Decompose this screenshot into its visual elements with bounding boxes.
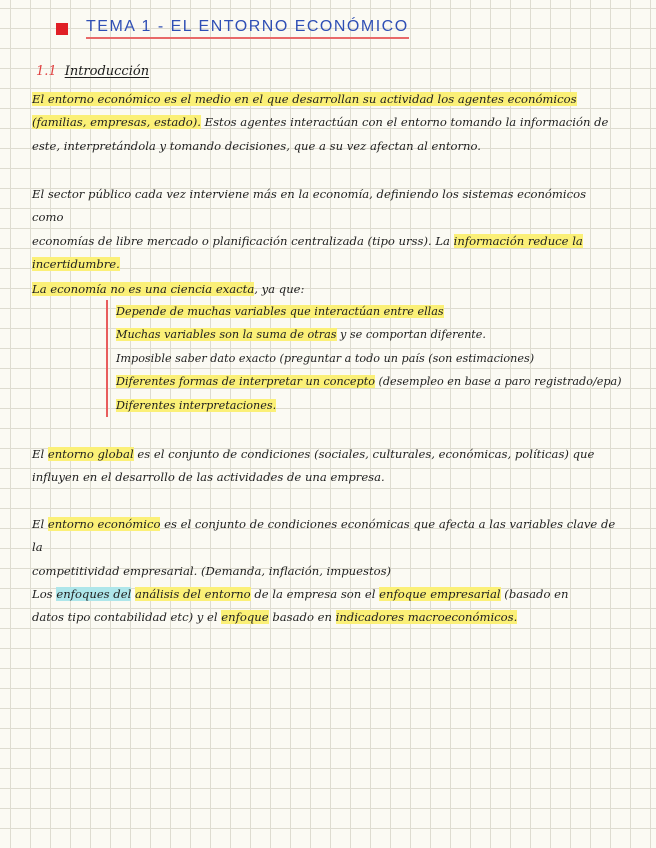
text-line <box>32 606 616 629</box>
page-title: TEMA 1 - EL ENTORNO ECONÓMICO <box>86 18 409 39</box>
highlight: entorno económico <box>47 517 161 531</box>
text-span: basado en <box>268 610 336 625</box>
highlight: análisis del entorno <box>135 587 251 601</box>
text-line: influyen en el desarrollo de las actividades de una empresa. <box>32 470 385 485</box>
text-span: datos tipo contabilidad etc) y el <box>32 610 222 625</box>
highlight: Diferentes interpretaciones. <box>116 398 277 412</box>
highlight: entorno global <box>47 447 134 461</box>
list-item <box>116 300 622 323</box>
list-item: Imposible saber dato exacto (preguntar a todo un país (son estimaciones) <box>116 351 535 365</box>
highlight: Depende de muchas variables que interactúan entre ellas <box>116 305 444 318</box>
text-line: este, interpretándola y tomando decisiones, que a su vez afectan al entorno. <box>32 138 481 153</box>
text-span: , ya que: <box>254 282 305 296</box>
text-span: (desempleo en base a paro registrado/epa) <box>374 375 622 389</box>
highlight: Diferentes formas de interpretar un concepto <box>116 375 375 389</box>
list-item <box>116 323 622 346</box>
text-span: El <box>32 447 48 461</box>
highlight: (familias, empresas, estado). <box>32 115 201 130</box>
paragraph-ciencia-exacta <box>32 278 616 301</box>
list-item <box>116 394 622 417</box>
highlight: Muchas variables son la suma de otras <box>116 328 337 342</box>
text-span: es el conjunto de condiciones económicas que afecta a las variables clave de la <box>32 517 616 555</box>
highlight: incertidumbre. <box>32 257 120 272</box>
section-number: 1.1 <box>36 64 57 79</box>
reasons-list <box>106 300 622 417</box>
text-span: (basado en <box>500 587 569 601</box>
text-line <box>32 278 616 301</box>
text-span: es el conjunto de condiciones (sociales, culturales, económicas, políticas) que <box>133 447 595 461</box>
paragraph-enfoques <box>32 583 616 630</box>
highlight: información reduce la <box>453 233 583 248</box>
text-span: de la empresa son el <box>250 587 380 601</box>
highlight: indicadores macroeconómicos. <box>335 610 518 625</box>
section-heading <box>36 64 149 79</box>
paragraph-entorno-global <box>32 443 616 490</box>
text-line: competitividad empresarial. (Demanda, inflación, impuestos) <box>32 563 392 578</box>
text-line <box>32 88 616 111</box>
text-line <box>32 513 616 560</box>
text-span: y se comportan diferente. <box>336 328 486 342</box>
red-square-bullet-icon <box>56 23 68 35</box>
text-span: Los <box>32 587 57 601</box>
text-line <box>32 253 616 276</box>
text-span: economías de libre mercado o planificación centralizada (tipo urss). La <box>32 233 454 248</box>
text-line <box>32 111 616 134</box>
highlight: enfoque empresarial <box>379 587 501 601</box>
paragraph-sector-publico <box>32 183 616 277</box>
text-span: los agentes económicos <box>437 92 577 106</box>
text-span: Estos agentes interactúan con el entorno tomando la información de <box>200 115 609 130</box>
highlight: enfoque <box>221 610 269 625</box>
list-item <box>116 370 622 393</box>
title-row <box>56 18 409 39</box>
section-label: Introducción <box>64 64 150 79</box>
paragraph-entorno-economico-def <box>32 513 616 583</box>
highlight: La economía no es una ciencia exacta <box>32 282 255 296</box>
highlight-blue: enfoques del <box>56 587 132 601</box>
text-span: El entorno económico es el medio en el que desarrollan su actividad <box>32 92 434 106</box>
paragraph-entorno-economico <box>32 88 616 158</box>
text-line <box>32 443 616 466</box>
text-line: El sector público cada vez interviene más en la economía, definiendo los sistemas económicos como <box>32 187 587 225</box>
text-line <box>32 583 616 606</box>
text-line <box>32 230 616 253</box>
text-span: El <box>32 517 48 531</box>
highlight <box>32 92 577 106</box>
